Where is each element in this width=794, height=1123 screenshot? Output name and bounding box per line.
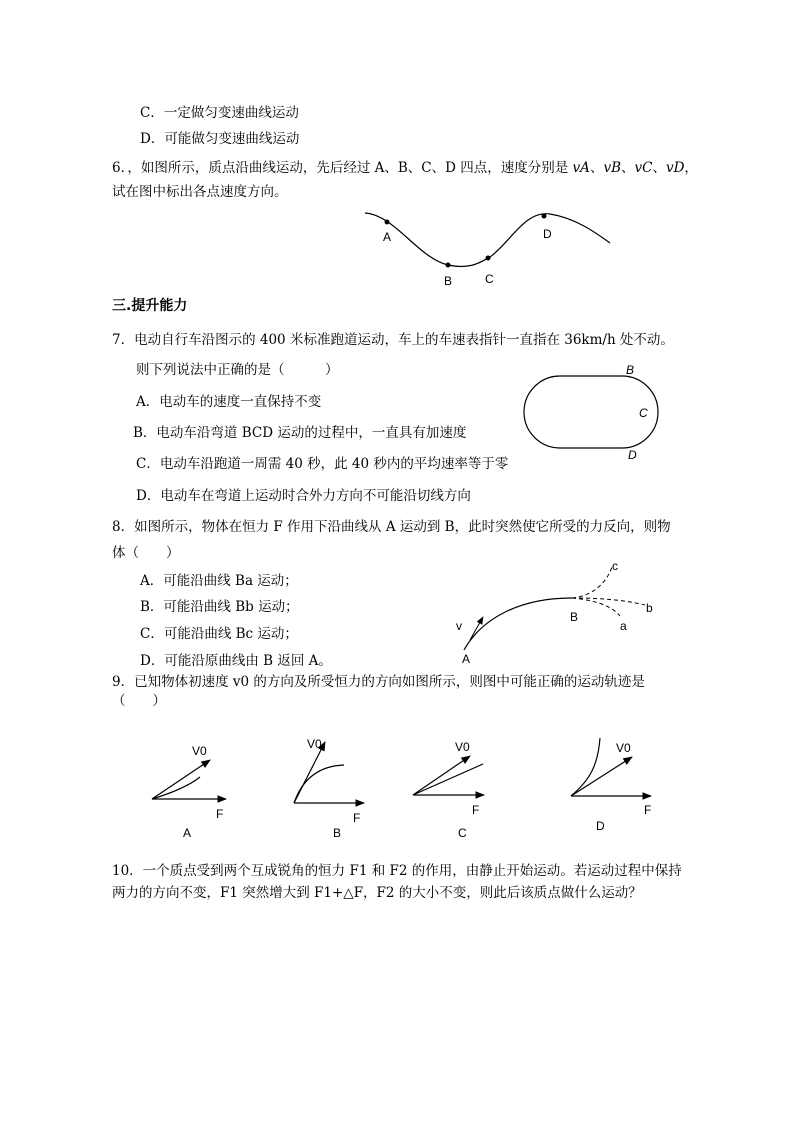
q9a-v0-arrow	[152, 760, 210, 799]
q6-label-c: C	[485, 272, 494, 286]
q9d-v0-label: V0	[616, 741, 631, 755]
q7-option-c: C．电动车沿跑道一周需 40 秒，此 40 秒内的平均速率等于零	[136, 456, 509, 472]
q9-figure-a	[152, 760, 226, 799]
q9d-caption: D	[596, 819, 605, 833]
q8-option-c: C．可能沿曲线 Bc 运动；	[140, 626, 298, 642]
q9b-f-label: F	[353, 811, 361, 825]
q9d-f-label: F	[644, 803, 652, 817]
q9-question-line2: （ ）	[112, 693, 166, 709]
q7-question-line1: 7．电动自行车沿图示的 400 米标准跑道运动，车上的车速表指针一直指在 36km/h 处不动。	[112, 332, 674, 348]
q6-sep: 、	[652, 160, 666, 176]
q8-curve-a	[572, 598, 620, 616]
q8-label-a-point: A	[462, 652, 471, 666]
q9a-trajectory	[152, 777, 200, 799]
q6-question-text: 6．，如图所示，质点沿曲线运动，先后经过 A、B、C、D 四点，速度分别是	[112, 160, 573, 176]
q9d-v0-arrow	[571, 757, 632, 796]
q10-question-line2: 两力的方向不变，F1 突然增大到 F1+△F，F2 的大小不变，则此后该质点做什么运动？	[112, 885, 642, 901]
q7-option-a: A．电动车的速度一直保持不变	[136, 394, 322, 410]
q5-option-d: D．可能做匀变速曲线运动	[140, 131, 300, 147]
q9-figure-d	[571, 738, 651, 796]
q6-label-b: B	[444, 274, 453, 288]
q6-vd: vD	[665, 160, 685, 176]
q9c-caption: C	[458, 826, 467, 840]
q9c-trajectory	[413, 764, 483, 795]
q9a-caption: A	[183, 826, 192, 840]
q5-option-c: C．一定做匀变速曲线运动	[140, 105, 299, 121]
q8-option-d: D．可能沿原曲线由 B 返回 A。	[140, 653, 332, 669]
section-title: 三.提升能力	[112, 298, 188, 314]
q7-question-line2: 则下列说法中正确的是（ ）	[136, 362, 339, 378]
q9a-f-label: F	[216, 807, 224, 821]
q9c-f-label: F	[472, 803, 480, 817]
q7-track	[524, 376, 658, 448]
q8-figure	[464, 567, 645, 650]
q9-figure-b	[294, 742, 364, 803]
q8-label-b: b	[646, 601, 653, 615]
q8-label-c: c	[612, 559, 618, 573]
q8-label-v: v	[456, 619, 462, 633]
q6-end: ，	[684, 160, 698, 176]
q7-figure	[524, 376, 658, 448]
q8-question-line1: 8．如图所示，物体在恒力 F 作用下沿曲线从 A 运动到 B，此时突然使它所受的力反向，则物	[112, 519, 671, 535]
q6-point-d	[542, 214, 547, 219]
q10-question-line1: 10．一个质点受到两个互成锐角的恒力 F1 和 F2 的作用，由静止开始运动。若运动过程中保持	[112, 863, 682, 879]
q8-question-line2: 体（ ）	[112, 545, 180, 561]
q6-sep: 、	[621, 160, 635, 176]
q8-curve-c	[572, 567, 612, 598]
q6-vb: vB	[603, 160, 621, 176]
q7-label-d: D	[628, 448, 637, 462]
q9b-trajectory	[294, 765, 344, 803]
q6-vc: vC	[634, 160, 653, 176]
q8-path-a-to-b	[464, 598, 572, 650]
q8-label-b-point: B	[570, 610, 579, 624]
q6-va: vA	[572, 160, 590, 176]
q8-label-a: a	[620, 619, 627, 633]
q6-sep: 、	[589, 160, 604, 176]
q6-point-a	[385, 220, 390, 225]
q6-label-d: D	[543, 227, 552, 241]
q8-option-b: B．可能沿曲线 Bb 运动；	[140, 599, 299, 615]
q6-point-b	[446, 263, 451, 268]
q6-point-c	[486, 256, 491, 261]
q9a-v0-label: V0	[192, 744, 207, 758]
q9b-v0-label: V0	[307, 737, 322, 751]
q6-question-line2: 试在图中标出各点速度方向。	[112, 184, 288, 200]
q8-option-a: A．可能沿曲线 Ba 运动；	[140, 573, 298, 589]
q7-option-d: D．电动车在弯道上运动时合外力方向不可能沿切线方向	[136, 488, 471, 504]
q6-label-a: A	[383, 230, 392, 244]
q7-label-b: B	[626, 363, 635, 377]
q9c-v0-label: V0	[455, 740, 470, 754]
q9-question-line1: 9．已知物体初速度 v0 的方向及所受恒力的方向如图所示，则图中可能正确的运动轨迹是	[112, 674, 645, 690]
q9c-v0-arrow	[413, 756, 470, 795]
q7-label-c: C	[639, 406, 648, 420]
q9b-caption: B	[333, 826, 342, 840]
q9-figure-c	[413, 756, 484, 795]
q6-figure	[365, 213, 610, 268]
q7-option-b: B．电动车沿弯道 BCD 运动的过程中，一直具有加速度	[133, 425, 467, 441]
